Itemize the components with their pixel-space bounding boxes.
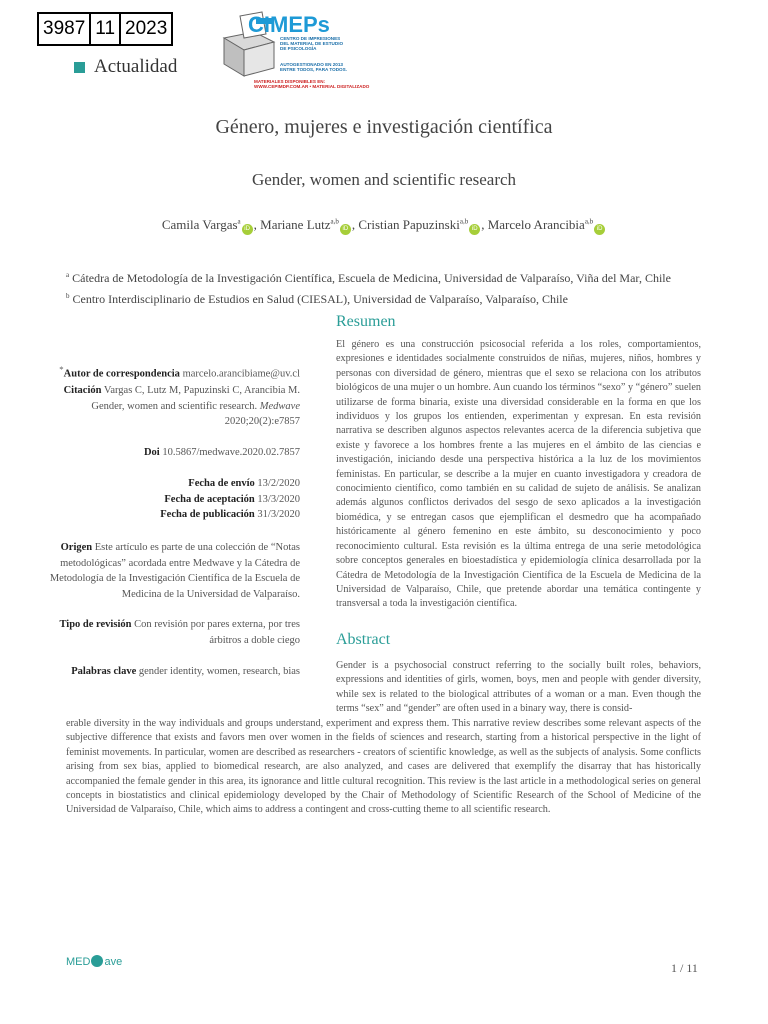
keywords-block — [40, 664, 300, 680]
doi-label: Doi — [143, 447, 160, 458]
doi-block — [40, 445, 300, 461]
author-name: Camila Vargas — [161, 217, 238, 232]
affiliation-list — [66, 266, 671, 308]
author-separator: , — [481, 217, 488, 232]
affiliation-text: Centro Interdisciplinario de Estudios en Salud (CIESAL), Universidad de Valparaíso, Valparaíso, Chile — [72, 292, 568, 306]
citation-text: Vargas C, Lutz M, Papuzinski C, Arancibia M. Gender, women and scientific research. — [91, 385, 300, 412]
logo-tagline-2: AUTOGESTIONADO EN 2013 ENTRE TODOS, PARA TODOS. — [280, 62, 347, 73]
date-sent-value: 13/2/2020 — [257, 478, 300, 489]
logo-part: ave — [104, 956, 123, 968]
page-number: 1 / 11 — [671, 961, 698, 975]
affiliation-item — [66, 287, 671, 308]
correspondence-block — [40, 362, 300, 382]
date-published-value: 31/3/2020 — [257, 509, 300, 520]
affiliation-item — [66, 266, 671, 287]
citation-tail: 2020;20(2):e7857 — [224, 416, 300, 427]
review-type-block — [40, 617, 300, 648]
date-published-label: Fecha de publicación — [160, 509, 255, 520]
section-label: Actualidad — [94, 56, 178, 77]
resumen-text: El género es una construcción psicosocial referida a los roles, comportamientos, expresiones e identidades socialmente construidos de niñas, mujeres, niños, hombres y personas con diversidad de género, mientras que el sexo se relaciona con los atributos biológicos de una mujer o un hombre. Aun cuando los términos “sexo” y “género” suelen utilizarse de forma binaria, existe una diversidad considerable en la forma en que los individuos y los grupos los entienden, experimentan y expresan. En esta revisión narrativa se describen algunos aspectos relevantes acerca de la diferencia subjetiva que existe y favorece a los hombres frente a las mujeres en el ámbito de las ciencias e investigación, iniciando desde una perspectiva histórica a la luz de los movimientos feministas. En particular, se describe a la mujer en cuanto investigadora y creadora de conocimiento científico, como también en su calidad de sujeto de análisis. Se analizan además algunos conflictos derivados del sesgo de sexo aplicados a la investigación biomédica, y se entregan casos que ejemplifican el desmedro que ha acompañado históricamente al género femenino en este ámbito, su desconocimiento y poco reconocimiento cultural. Esta revisión es la última entrega de una serie metodológica sobre conceptos generales en bioestadística y epidemiología clínica desarrollada por la Cátedra de Metodología de la Investigación Científica de la Escuela de Medicina de la Universidad de Valparaíso, Chile, que pretende abordar una temática contingente y transversal a toda la investigación científica. — [336, 339, 701, 610]
date-published — [40, 507, 300, 523]
citation-label: Citación — [63, 385, 102, 396]
date-sent-label: Fecha de envío — [188, 478, 255, 489]
author-name: Mariane Lutz — [260, 217, 331, 232]
doi-link[interactable]: 10.5867/medwave.2020.02.7857 — [162, 447, 300, 458]
article-title-es: Género, mujeres e investigación científica — [215, 116, 553, 138]
author-affiliation-sup: a,b — [459, 217, 469, 226]
corr-email[interactable]: marcelo.arancibiame@uv.cl — [182, 368, 300, 380]
origin-block — [40, 540, 300, 602]
id-cell: 2023 — [125, 18, 168, 39]
logo-wordmark: CIMEPs — [248, 12, 330, 37]
dates-block — [40, 476, 300, 523]
review-text: Con revisión por pares externa, por tres árbitros a doble ciego — [134, 619, 300, 646]
affiliation-sup: a — [66, 271, 70, 279]
affiliation-sup: b — [66, 292, 70, 300]
orcid-icon[interactable]: iD — [469, 224, 480, 235]
logo-part: MED — [66, 956, 91, 968]
orcid-icon[interactable]: iD — [594, 224, 605, 235]
abstract-text-wide: erable diversity in the way individuals and groups understand, experiment and express them. This narrative review describes some relevant aspects of the subjective difference that exists and favors men over women in the fields of sciences and research, starting from a historical perspective in the light of feminist movements. In particular, women are described as researchers - creators of scientific knowledge, as well as the subjects of analysis. Some conflicts arising from sex bias, applied to biomedical research, are also analyzed, and cases are delivered that exemplify the disarray that has historically accompanied the female gender in this area, its ignorance and little cultural recognition. This review is the last article in a methodological series on general concepts in biostatistics and clinical epidemiology developed by the Chair of Methodology of Scientific Research of the School of Medicine of the Universidad de Valparaíso, Chile, which aims to address a contingent and cross-cutting theme to all scientific research. — [66, 718, 701, 816]
article-title-en: Gender, women and scientific research — [251, 170, 517, 189]
id-cell: 3987 — [39, 14, 91, 44]
date-accepted-value: 13/3/2020 — [257, 493, 300, 505]
orcid-icon[interactable]: iD — [340, 224, 351, 235]
citation-journal: Medwave — [259, 400, 300, 412]
orcid-icon[interactable]: iD — [242, 224, 253, 235]
id-cell: 11 — [91, 14, 121, 44]
origin-text: Este artículo es parte de una colección de “Notas metodológicas” acordada entre Medwave y la Cátedra de Metodología de la Investigación Científica de la Escuela de Medicina de la Universidad de Valparaíso. — [49, 542, 300, 600]
date-sent — [40, 476, 300, 492]
author-affiliation-sup: a,b — [330, 217, 339, 226]
author-separator: , — [253, 217, 261, 232]
logo-availability-text: MATERIALES DISPONIBLES EN: WWW.CEPIMDP.COM.AR • MATERIAL DIGITALIZADO — [254, 79, 370, 90]
abstract-text-narrow: Gender is a psychosocial construct referring to the socially built roles, behaviors, expressions and identities of girls, women, boys, men and people with gender diversity, while sex is related to the biological attributes of a woman or a man. Even though the terms “sex” and “gender” are often used in a binary way, there is consid- — [336, 660, 701, 715]
section-square-icon — [74, 62, 85, 73]
keywords-text: gender identity, women, research, bias — [138, 666, 300, 677]
author-separator: , — [351, 217, 359, 232]
corr-label: Autor de correspondencia — [63, 368, 180, 380]
corr-star: * — [59, 364, 64, 374]
author-list — [0, 217, 768, 235]
review-label: Tipo de revisión — [59, 619, 132, 630]
keywords-label: Palabras clave — [71, 666, 137, 677]
cimeps-logo — [216, 10, 370, 94]
author-affiliation-sup: a — [237, 217, 241, 226]
affiliation-text: Cátedra de Metodología de la Investigación Científica, Escuela de Medicina, Universidad de Valparaíso, Viña del Mar, Chile — [72, 271, 671, 285]
author-affiliation-sup: a,b — [584, 217, 594, 226]
date-accepted-label: Fecha de aceptación — [164, 493, 255, 505]
section-tag — [74, 56, 177, 78]
abstract-heading: Abstract — [336, 631, 391, 648]
origin-label: Origen — [60, 542, 93, 553]
resumen-heading: Resumen — [336, 313, 396, 330]
author-name: Cristian Papuzinski — [358, 217, 460, 232]
citation-block — [40, 383, 300, 430]
logo-tagline: CENTRO DE IMPRESIONES DEL MATERIAL DE ESTUDIO DE PSICOLOGÍA — [280, 36, 344, 52]
document-id-box — [37, 12, 173, 46]
date-accepted — [40, 492, 300, 508]
wave-icon — [91, 955, 103, 967]
medwave-logo — [66, 955, 126, 971]
author-name: Marcelo Arancibia — [487, 217, 585, 232]
